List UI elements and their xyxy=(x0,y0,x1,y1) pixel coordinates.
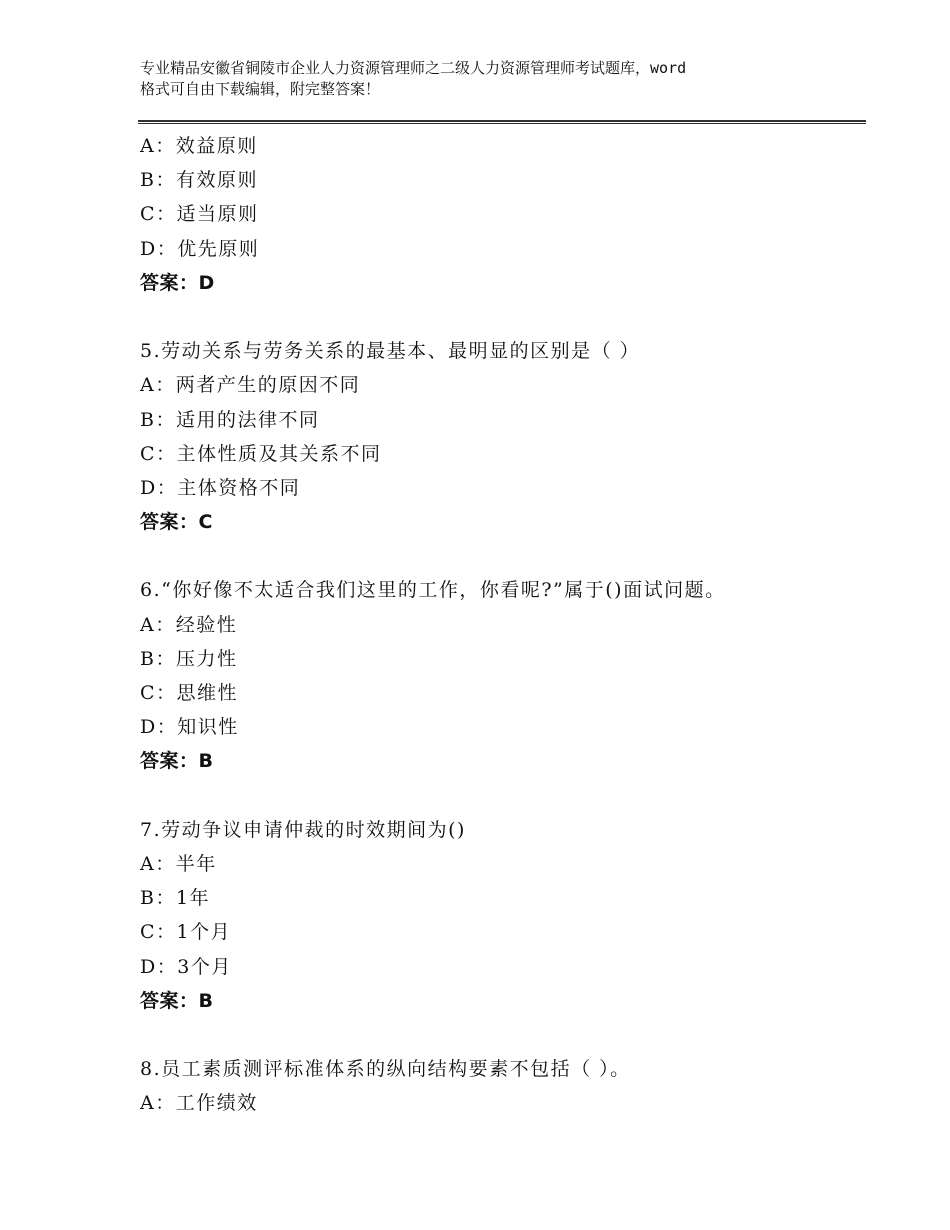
question-stem: 5.劳动关系与劳务关系的最基本、最明显的区别是（ ） xyxy=(140,340,641,363)
option-d: D：优先原则 xyxy=(140,237,260,260)
option-a: A：工作绩效 xyxy=(140,1092,258,1115)
option-a: A：效益原则 xyxy=(140,135,258,157)
question-4-block xyxy=(140,129,840,300)
header-line-1: 专业精品安徽省铜陵市企业人力资源管理师之二级人力资源管理师考试题库，word xyxy=(140,59,687,77)
option-c: C：思维性 xyxy=(140,682,239,704)
question-stem: 8.员工素质测评标准体系的纵向结构要素不包括（ ）。 xyxy=(140,1058,631,1081)
answer-label: 答案：B xyxy=(140,750,214,773)
option-d: D：主体资格不同 xyxy=(140,476,301,499)
header-line-2: 格式可自由下载编辑，附完整答案！ xyxy=(140,80,381,98)
question-7-block xyxy=(140,813,840,1018)
option-b: B：适用的法律不同 xyxy=(140,408,320,431)
header-divider xyxy=(138,120,866,124)
spacer xyxy=(140,300,840,334)
option-d: D：知识性 xyxy=(140,716,239,739)
option-a: A：两者产生的原因不同 xyxy=(140,374,361,397)
question-list xyxy=(140,129,840,1120)
option-a: A：半年 xyxy=(140,852,217,875)
option-c: C：适当原则 xyxy=(140,203,259,226)
answer-label: 答案：B xyxy=(140,989,214,1012)
option-c: C：1个月 xyxy=(140,921,232,944)
question-5-block xyxy=(140,334,840,539)
question-stem: 6.“你好像不太适合我们这里的工作，你看呢?”属于()面试问题。 xyxy=(140,579,726,602)
document-header xyxy=(140,58,840,100)
option-a: A：经验性 xyxy=(140,613,238,636)
option-b: B：有效原则 xyxy=(140,169,258,192)
option-d: D：3个月 xyxy=(140,955,232,978)
answer-label: 答案：D xyxy=(140,271,215,294)
question-6-block xyxy=(140,573,840,778)
question-8-block xyxy=(140,1052,840,1120)
question-stem: 7.劳动争议申请仲裁的时效期间为() xyxy=(140,818,466,841)
spacer xyxy=(140,539,840,573)
spacer xyxy=(140,779,840,813)
option-b: B：压力性 xyxy=(140,647,238,670)
option-c: C：主体性质及其关系不同 xyxy=(140,442,382,465)
spacer xyxy=(140,1018,840,1052)
answer-label: 答案：C xyxy=(140,511,213,534)
option-b: B：1年 xyxy=(140,887,211,910)
